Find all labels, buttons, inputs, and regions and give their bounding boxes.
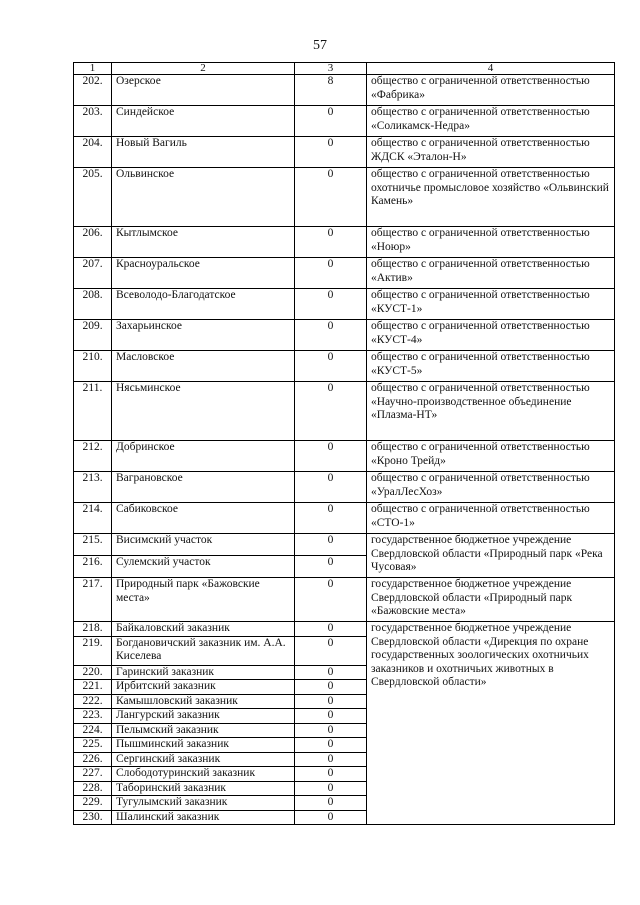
owner-organization: общество с ограниченной ответственностью «Научно-производственное объединение «Плазма-НТ» (367, 382, 615, 441)
row-number: 204. (74, 137, 112, 168)
row-number: 224. (74, 723, 112, 738)
row-number: 216. (74, 556, 112, 578)
table-row (74, 320, 615, 351)
area-name: Сулемский участок (112, 556, 295, 578)
page-number: 57 (313, 38, 327, 53)
area-value: 0 (295, 781, 367, 796)
row-number: 208. (74, 289, 112, 320)
table-row (74, 258, 615, 289)
table-row (74, 168, 615, 227)
row-number: 210. (74, 351, 112, 382)
owner-organization: общество с ограниченной ответственностью «Кроно Трейд» (367, 441, 615, 472)
row-number: 214. (74, 503, 112, 534)
column-header: 4 (367, 63, 615, 75)
area-name: Богдановичский заказник им. А.А. Киселева (112, 636, 295, 665)
column-header: 3 (295, 63, 367, 75)
area-name: Ваграновское (112, 472, 295, 503)
area-value: 0 (295, 578, 367, 622)
row-number: 206. (74, 227, 112, 258)
column-header: 1 (74, 63, 112, 75)
area-name: Всеволодо-Благодатское (112, 289, 295, 320)
table-row (74, 534, 615, 556)
owner-organization: общество с ограниченной ответственностью «Актив» (367, 258, 615, 289)
area-name: Таборинский заказник (112, 781, 295, 796)
area-value: 0 (295, 289, 367, 320)
area-name: Сергинский заказник (112, 752, 295, 767)
table-row (74, 75, 615, 106)
area-value: 0 (295, 738, 367, 753)
area-value: 0 (295, 796, 367, 811)
area-name: Захарьинское (112, 320, 295, 351)
area-value: 0 (295, 472, 367, 503)
row-number: 203. (74, 106, 112, 137)
area-name: Сабиковское (112, 503, 295, 534)
area-name: Байкаловский заказник (112, 622, 295, 637)
area-value: 0 (295, 137, 367, 168)
owner-organization: общество с ограниченной ответственностью «КУСТ-4» (367, 320, 615, 351)
area-value: 0 (295, 441, 367, 472)
table-row (74, 578, 615, 622)
table-row (74, 382, 615, 441)
owner-organization: общество с ограниченной ответственностью охотничье промысловое хозяйство «Ольвинский Камень» (367, 168, 615, 227)
owner-organization: государственное бюджетное учреждение Свердловской области «Дирекция по охране государственных зоологических охотничьих заказников и охотничьих животных в Свердловской области» (367, 622, 615, 825)
row-number: 229. (74, 796, 112, 811)
area-name: Гаринский заказник (112, 665, 295, 680)
owner-organization: общество с ограниченной ответственностью «СТО-1» (367, 503, 615, 534)
area-name: Синдейское (112, 106, 295, 137)
area-value: 8 (295, 75, 367, 106)
owner-organization: общество с ограниченной ответственностью «КУСТ-1» (367, 289, 615, 320)
row-number: 222. (74, 694, 112, 709)
area-value: 0 (295, 694, 367, 709)
area-value: 0 (295, 382, 367, 441)
table-row (74, 351, 615, 382)
area-value: 0 (295, 752, 367, 767)
area-value: 0 (295, 503, 367, 534)
area-name: Кытлымское (112, 227, 295, 258)
reserves-table (73, 62, 615, 825)
area-value: 0 (295, 258, 367, 289)
table-row (74, 227, 615, 258)
area-value: 0 (295, 227, 367, 258)
row-number: 219. (74, 636, 112, 665)
area-name: Шалинский заказник (112, 810, 295, 825)
area-name: Природный парк «Бажовские места» (112, 578, 295, 622)
area-name: Озерское (112, 75, 295, 106)
area-name: Новый Вагиль (112, 137, 295, 168)
row-number: 205. (74, 168, 112, 227)
row-number: 226. (74, 752, 112, 767)
row-number: 227. (74, 767, 112, 782)
area-value: 0 (295, 810, 367, 825)
area-name: Лангурский заказник (112, 709, 295, 724)
area-value: 0 (295, 351, 367, 382)
owner-organization: общество с ограниченной ответственностью «КУСТ-5» (367, 351, 615, 382)
area-name: Добринское (112, 441, 295, 472)
row-number: 215. (74, 534, 112, 556)
area-name: Красноуральское (112, 258, 295, 289)
area-value: 0 (295, 665, 367, 680)
row-number: 221. (74, 680, 112, 695)
row-number: 230. (74, 810, 112, 825)
row-number: 212. (74, 441, 112, 472)
table-row (74, 622, 615, 637)
owner-organization: общество с ограниченной ответственностью ЖДСК «Эталон-Н» (367, 137, 615, 168)
row-number: 225. (74, 738, 112, 753)
area-name: Пелымский заказник (112, 723, 295, 738)
owner-organization: общество с ограниченной ответственностью «УралЛесХоз» (367, 472, 615, 503)
area-name: Нясьминское (112, 382, 295, 441)
area-name: Слободотуринский заказник (112, 767, 295, 782)
owner-organization: общество с ограниченной ответственностью «Фабрика» (367, 75, 615, 106)
area-value: 0 (295, 168, 367, 227)
area-value: 0 (295, 723, 367, 738)
row-number: 228. (74, 781, 112, 796)
area-value: 0 (295, 636, 367, 665)
area-name: Камышловский заказник (112, 694, 295, 709)
area-name: Ирбитский заказник (112, 680, 295, 695)
area-value: 0 (295, 106, 367, 137)
area-name: Висимский участок (112, 534, 295, 556)
row-number: 209. (74, 320, 112, 351)
row-number: 223. (74, 709, 112, 724)
area-name: Ольвинское (112, 168, 295, 227)
table-row (74, 106, 615, 137)
owner-organization: общество с ограниченной ответственностью «Ноюр» (367, 227, 615, 258)
table-row (74, 441, 615, 472)
owner-organization: государственное бюджетное учреждение Свердловской области «Природный парк «Бажовские места» (367, 578, 615, 622)
owner-organization: общество с ограниченной ответственностью «Соликамск-Недра» (367, 106, 615, 137)
table-row (74, 289, 615, 320)
area-value: 0 (295, 622, 367, 637)
area-value: 0 (295, 767, 367, 782)
row-number: 218. (74, 622, 112, 637)
area-value: 0 (295, 320, 367, 351)
area-value: 0 (295, 534, 367, 556)
row-number: 213. (74, 472, 112, 503)
row-number: 202. (74, 75, 112, 106)
area-name: Масловское (112, 351, 295, 382)
area-name: Тугулымский заказник (112, 796, 295, 811)
row-number: 211. (74, 382, 112, 441)
area-value: 0 (295, 556, 367, 578)
row-number: 207. (74, 258, 112, 289)
area-value: 0 (295, 680, 367, 695)
table-row (74, 137, 615, 168)
area-value: 0 (295, 709, 367, 724)
owner-organization: государственное бюджетное учреждение Свердловской области «Природный парк «Река Чусовая» (367, 534, 615, 578)
row-number: 217. (74, 578, 112, 622)
table-row (74, 503, 615, 534)
column-header: 2 (112, 63, 295, 75)
table-header-row (74, 63, 615, 75)
row-number: 220. (74, 665, 112, 680)
area-name: Пышминский заказник (112, 738, 295, 753)
table-row (74, 472, 615, 503)
